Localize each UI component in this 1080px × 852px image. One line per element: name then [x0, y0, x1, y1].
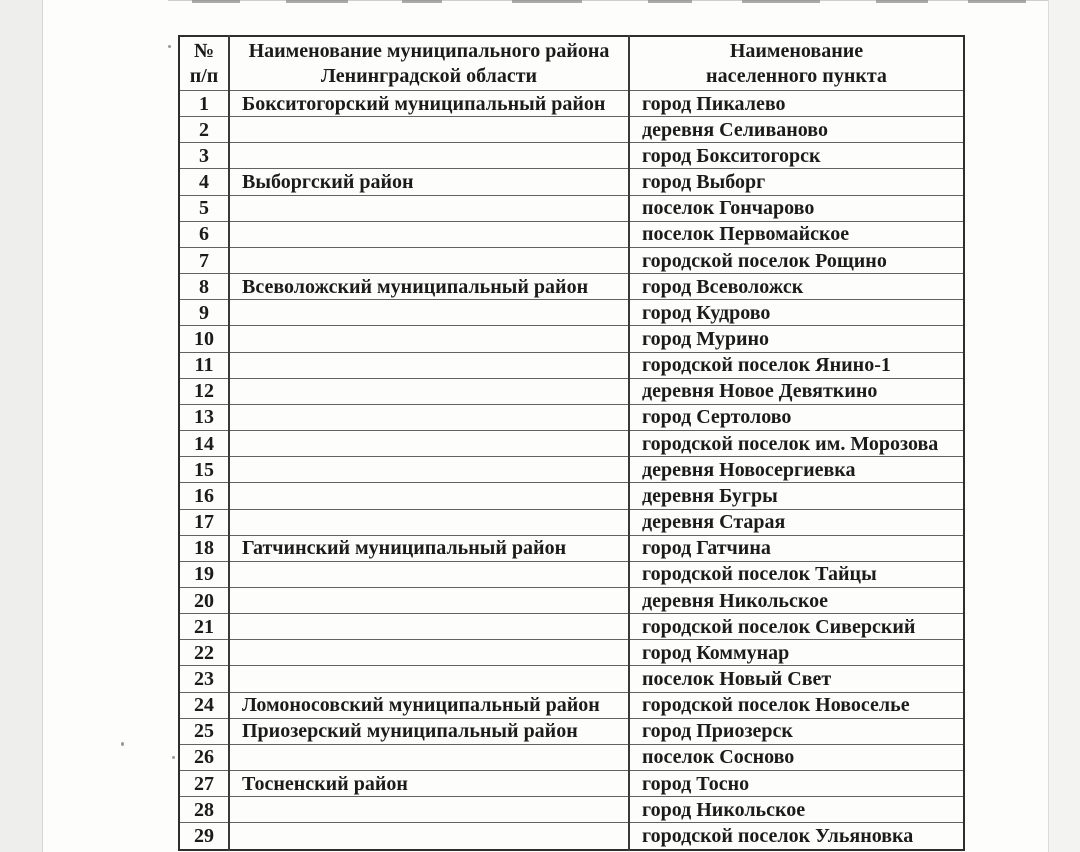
district-cell: [229, 666, 629, 692]
header-num-line1: №: [193, 39, 215, 62]
settlement-cell: городской поселок Новоселье: [629, 692, 964, 718]
district-cell: [229, 300, 629, 326]
header-district-line2: Ленинградской области: [320, 64, 538, 87]
district-cell: [229, 431, 629, 457]
district-cell: [229, 823, 629, 850]
table-row: [179, 797, 964, 823]
row-number: 20: [179, 587, 229, 613]
scan-left-margin: [0, 0, 43, 852]
row-number: 8: [179, 274, 229, 300]
header-settlement: [629, 36, 964, 91]
settlement-cell: город Тосно: [629, 771, 964, 797]
row-number: 22: [179, 640, 229, 666]
table-row: [179, 352, 964, 378]
row-number: 15: [179, 457, 229, 483]
district-cell: [229, 561, 629, 587]
settlement-cell: деревня Новосергиевка: [629, 457, 964, 483]
district-cell: [229, 587, 629, 613]
settlement-cell: городской поселок Рощино: [629, 247, 964, 273]
scan-speckle: [172, 756, 175, 759]
scan-right-margin: [1048, 0, 1080, 852]
settlement-cell: деревня Селиваново: [629, 117, 964, 143]
header-district: [229, 36, 629, 91]
settlement-cell: город Никольское: [629, 797, 964, 823]
settlement-cell: деревня Никольское: [629, 587, 964, 613]
settlement-cell: город Бокситогорск: [629, 143, 964, 169]
table-row: [179, 483, 964, 509]
settlement-cell: поселок Новый Свет: [629, 666, 964, 692]
district-cell: [229, 457, 629, 483]
row-number: 10: [179, 326, 229, 352]
districts-settlements-table: [178, 35, 965, 851]
row-number: 14: [179, 431, 229, 457]
row-number: 3: [179, 143, 229, 169]
district-cell: [229, 143, 629, 169]
row-number: 29: [179, 823, 229, 850]
row-number: 24: [179, 692, 229, 718]
header-num-line2: п/п: [189, 64, 219, 87]
row-number: 28: [179, 797, 229, 823]
settlement-cell: город Приозерск: [629, 718, 964, 744]
district-cell: [229, 326, 629, 352]
row-number: 12: [179, 378, 229, 404]
scan-top-dash: [648, 0, 692, 3]
row-number: 4: [179, 169, 229, 195]
scan-top-dash: [742, 0, 820, 3]
table-row: [179, 535, 964, 561]
header-row: [179, 36, 964, 91]
table-row: [179, 509, 964, 535]
settlement-cell: деревня Старая: [629, 509, 964, 535]
row-number: 17: [179, 509, 229, 535]
table-row: [179, 431, 964, 457]
district-cell: [229, 195, 629, 221]
settlement-cell: город Выборг: [629, 169, 964, 195]
table-row: [179, 404, 964, 430]
row-number: 25: [179, 718, 229, 744]
row-number: 7: [179, 247, 229, 273]
district-cell: Тосненский район: [229, 771, 629, 797]
header-num: [179, 36, 229, 91]
district-cell: [229, 640, 629, 666]
header-district-line1: Наименование муниципального района: [248, 39, 610, 62]
district-cell: [229, 404, 629, 430]
scan-top-dash: [286, 0, 348, 3]
header-settlement-line1: Наименование: [729, 39, 864, 62]
settlement-cell: деревня Бугры: [629, 483, 964, 509]
row-number: 2: [179, 117, 229, 143]
row-number: 23: [179, 666, 229, 692]
settlement-cell: город Сертолово: [629, 404, 964, 430]
scan-top-dash: [512, 0, 582, 3]
district-cell: Выборгский район: [229, 169, 629, 195]
settlement-cell: городской поселок Янино-1: [629, 352, 964, 378]
district-cell: [229, 509, 629, 535]
table-row: [179, 221, 964, 247]
row-number: 26: [179, 744, 229, 770]
district-cell: Гатчинский муниципальный район: [229, 535, 629, 561]
district-cell: Всеволожский муниципальный район: [229, 274, 629, 300]
district-cell: [229, 744, 629, 770]
row-number: 21: [179, 614, 229, 640]
row-number: 5: [179, 195, 229, 221]
settlement-cell: городской поселок им. Морозова: [629, 431, 964, 457]
row-number: 1: [179, 91, 229, 117]
district-cell: [229, 614, 629, 640]
table-row: [179, 561, 964, 587]
table-row: [179, 744, 964, 770]
table-header: [179, 36, 964, 91]
table-row: [179, 169, 964, 195]
district-cell: [229, 378, 629, 404]
district-cell: Бокситогорский муниципальный район: [229, 91, 629, 117]
settlement-cell: город Пикалево: [629, 91, 964, 117]
table-row: [179, 247, 964, 273]
table-row: [179, 640, 964, 666]
district-cell: [229, 117, 629, 143]
table-row: [179, 143, 964, 169]
settlement-cell: деревня Новое Девяткино: [629, 378, 964, 404]
settlement-cell: город Всеволожск: [629, 274, 964, 300]
settlement-cell: поселок Сосново: [629, 744, 964, 770]
scan-top-dash: [192, 0, 240, 3]
settlement-cell: город Гатчина: [629, 535, 964, 561]
table-row: [179, 378, 964, 404]
row-number: 18: [179, 535, 229, 561]
district-cell: [229, 247, 629, 273]
table-row: [179, 117, 964, 143]
table-row: [179, 718, 964, 744]
scan-speckle: [121, 742, 124, 746]
row-number: 16: [179, 483, 229, 509]
row-number: 19: [179, 561, 229, 587]
table-row: [179, 326, 964, 352]
table-row: [179, 823, 964, 850]
table-row: [179, 692, 964, 718]
settlement-cell: поселок Гончарово: [629, 195, 964, 221]
district-cell: [229, 221, 629, 247]
row-number: 11: [179, 352, 229, 378]
table-row: [179, 457, 964, 483]
settlement-cell: город Коммунар: [629, 640, 964, 666]
scan-top-dash: [876, 0, 928, 3]
district-cell: Приозерский муниципальный район: [229, 718, 629, 744]
settlement-cell: поселок Первомайское: [629, 221, 964, 247]
settlement-cell: город Мурино: [629, 326, 964, 352]
district-cell: [229, 483, 629, 509]
district-cell: [229, 797, 629, 823]
row-number: 13: [179, 404, 229, 430]
row-number: 9: [179, 300, 229, 326]
table-row: [179, 195, 964, 221]
scan-top-dash: [402, 0, 442, 3]
settlement-cell: городской поселок Ульяновка: [629, 823, 964, 850]
scan-top-dash: [968, 0, 1026, 3]
table-row: [179, 614, 964, 640]
district-cell: Ломоносовский муниципальный район: [229, 692, 629, 718]
header-settlement-line2: населенного пункта: [706, 64, 887, 87]
table-row: [179, 587, 964, 613]
row-number: 6: [179, 221, 229, 247]
district-cell: [229, 352, 629, 378]
table-row: [179, 300, 964, 326]
settlement-cell: городской поселок Сиверский: [629, 614, 964, 640]
scan-speckle: [168, 45, 171, 48]
table-row: [179, 771, 964, 797]
table-body: [179, 91, 964, 850]
row-number: 27: [179, 771, 229, 797]
settlement-cell: город Кудрово: [629, 300, 964, 326]
table-row: [179, 91, 964, 117]
settlement-cell: городской поселок Тайцы: [629, 561, 964, 587]
table-row: [179, 274, 964, 300]
table-row: [179, 666, 964, 692]
